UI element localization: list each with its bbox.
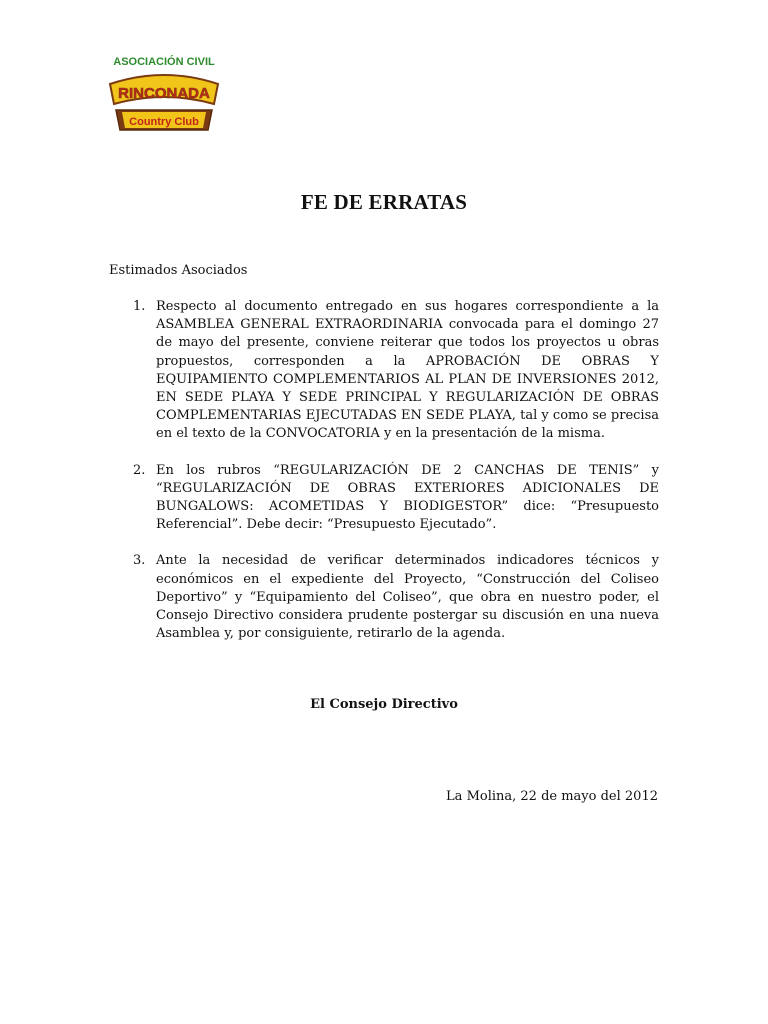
document-title: FE DE ERRATAS — [300, 190, 468, 214]
list-item-text: Ante la necesidad de verificar determinados indicadores técnicos y económicos en el expediente del Proyecto, “Construcción del Coliseo Deportivo” y “Equipamiento del Coliseo”, que obra en nuestro poder, el Consejo Directivo considera prudente postergar su discusión en una nueva Asamblea y, por consiguiente, retirarlo de la agenda. — [156, 553, 659, 642]
list-item — [109, 298, 659, 444]
greeting: Estimados Asociados — [109, 263, 248, 278]
list-item-number: 1. — [133, 299, 146, 314]
logo-association-text: ASOCIACIÓN CIVIL — [113, 56, 215, 68]
date-line: La Molina, 22 de mayo del 2012 — [446, 789, 658, 804]
signature: El Consejo Directivo — [310, 697, 458, 712]
list-item-text: En los rubros “REGULARIZACIÓN DE 2 CANCHAS DE TENIS” y “REGULARIZACIÓN DE OBRAS EXTERIORES ADICIONALES DE BUNGALOWS: ACOMETIDAS Y BIODIGESTOR” dice: “Presupuesto Referencial”. Debe decir: “Presupuesto Ejecutado”. — [156, 462, 659, 533]
list-item-text: Respecto al documento entregado en sus hogares correspondiente a la ASAMBLEA GENERAL EXTRAORDINARIA convocada para el domingo 27 de mayo del presente, conviene reiterar que todos los proyectos u obras propuestos, corresponden a la APROBACIÓN DE OBRAS Y EQUIPAMIENTO COMPLEMENTARIOS AL PLAN DE INVERSIONES 2012, EN SEDE PLAYA Y SEDE PRINCIPAL Y REGULARIZACIÓN DE OBRAS COMPLEMENTARIAS EJECUTADAS EN SEDE PLAYA, tal y como se precisa en el texto de la CONVOCATORIA y en la presentación de la misma. — [156, 299, 659, 442]
club-logo-graphic — [104, 52, 224, 142]
club-logo — [104, 52, 224, 142]
list-item — [109, 462, 659, 535]
list-item — [109, 552, 659, 643]
list-item-number: 2. — [133, 462, 146, 478]
logo-country-club-text: Country Club — [129, 116, 199, 128]
list-item-number: 3. — [133, 553, 146, 569]
logo-name-text: RINCONADA — [118, 85, 210, 102]
errata-list — [109, 298, 659, 661]
